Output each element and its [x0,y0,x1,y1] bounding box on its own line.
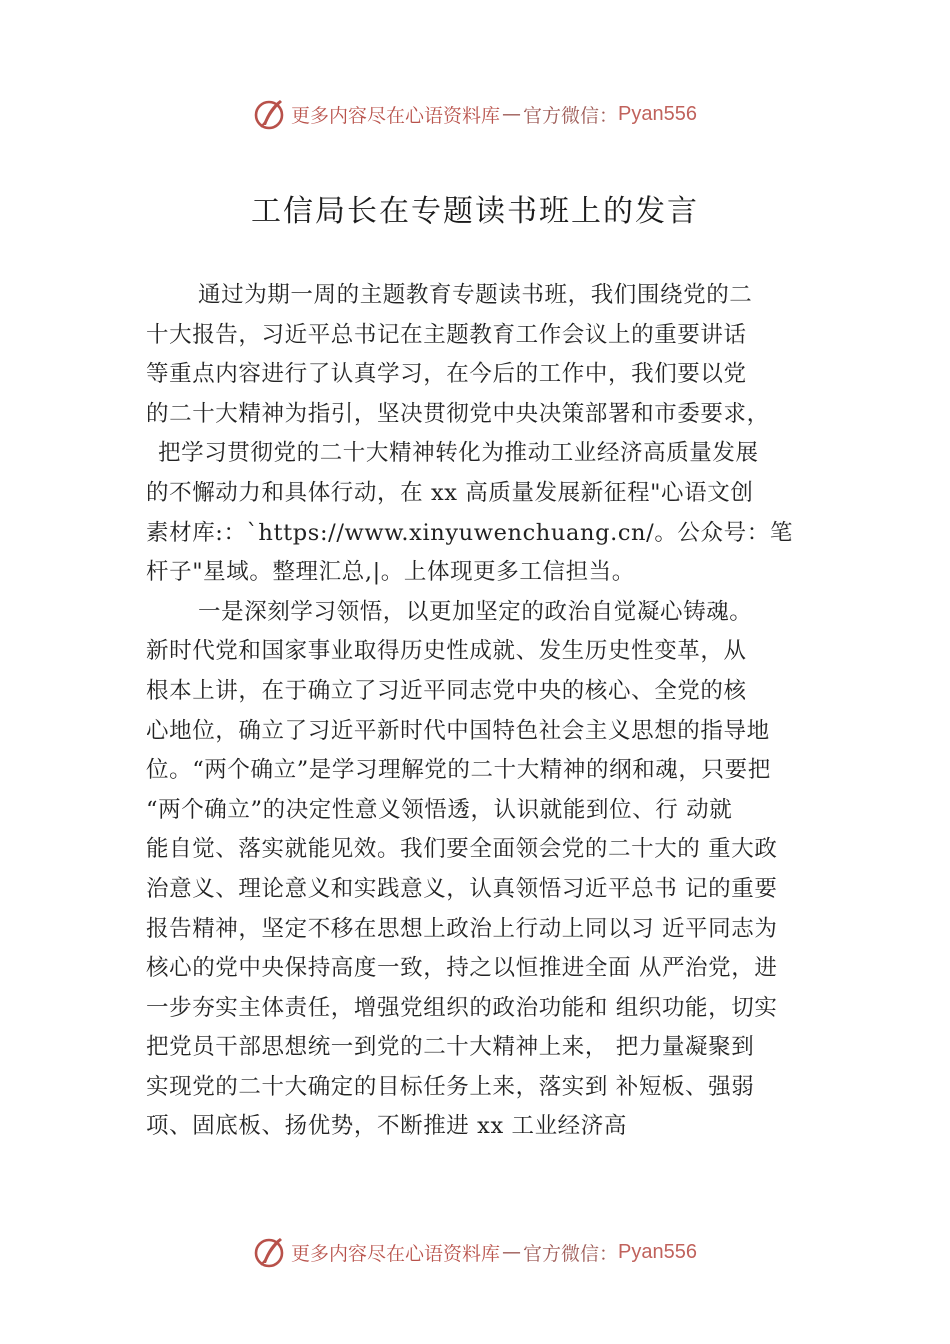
banner-title: 更多内容尽在心语资料库 [291,1242,501,1265]
text-line: 实现党的二十大确定的目标任务上来，落实到 补短板、强弱 [146,1073,755,1100]
text-line: 一是深刻学习领悟，以更加坚定的政治自觉凝心铸魂。 [198,598,753,625]
text-line: 位。“两个确立”是学习理解党的二十大精神的纲和魂，只要把 [146,757,771,784]
text-line: 能自觉、落实就能见效。我们要全面领会党的二十大的 重大政 [146,836,778,863]
text-line: 根本上讲，在于确立了习近平同志党中央的核心、全党的核 [146,677,747,704]
text-line: “两个确立”的决定性意义领悟透，认识就能到位、行 动就 [146,796,733,823]
text-line: 素材库:：`https://www.xinyuwenchuang.cn/。公众号：笔 [146,519,793,546]
text-line: 通过为期一周的主题教育专题读书班，我们围绕党的二 [198,282,753,308]
document-title: 工信局长在专题读书班上的发言 [251,194,699,229]
text-line: 等重点内容进行了认真学习，在今后的工作中，我们要以党 [146,361,747,388]
feather-logo-icon [253,1235,287,1269]
banner-subtitle: 官方微信： [523,104,619,127]
text-line: 的不懈动力和具体行动，在 xx 高质量发展新征程"心语文创 [146,479,754,506]
text-line: 报告精神，坚定不移在思想上政治上行动上同以习 近平同志为 [146,915,778,942]
text-line: 项、固底板、扬优势，不断推进 xx 工业经济高 [146,1113,627,1140]
banner-wechat-id: Pyan556 [618,102,697,125]
feather-logo-icon [253,97,287,131]
banner-dash: — [502,103,522,125]
text-line: 十大报告，习近平总书记在主题教育工作会议上的重要讲话 [146,321,747,348]
document-body [146,276,836,1147]
text-line: 心地位，确立了习近平新时代中国特色社会主义思想的指导地 [146,717,770,744]
text-line: 把党员干部思想统一到党的二十大精神上来， 把力量凝聚到 [146,1034,755,1061]
banner-wechat-id: Pyan556 [618,1240,697,1263]
text-line: 新时代党和国家事业取得历史性成就、发生历史性变革，从 [146,638,747,665]
banner-subtitle: 官方微信： [523,1242,619,1265]
header-banner [0,94,950,134]
footer-banner [0,1232,950,1272]
text-line: 的二十大精神为指引，坚决贯彻党中央决策部署和市委要求， [146,400,770,427]
text-line: 把学习贯彻党的二十大精神转化为推动工业经济高质量发展 [158,440,759,467]
banner-dash: — [502,1241,522,1263]
text-line: 治意义、理论意义和实践意义，认真领悟习近平总书 记的重要 [146,875,778,902]
text-line: 杆子"星域。整理汇总,|。上体现更多工信担当。 [146,559,635,586]
text-line: 一步夯实主体责任，增强党组织的政治功能和 组织功能，切实 [146,994,778,1021]
banner-title: 更多内容尽在心语资料库 [291,104,501,127]
text-line: 核心的党中央保持高度一致，持之以恒推进全面 从严治党，进 [146,955,778,982]
